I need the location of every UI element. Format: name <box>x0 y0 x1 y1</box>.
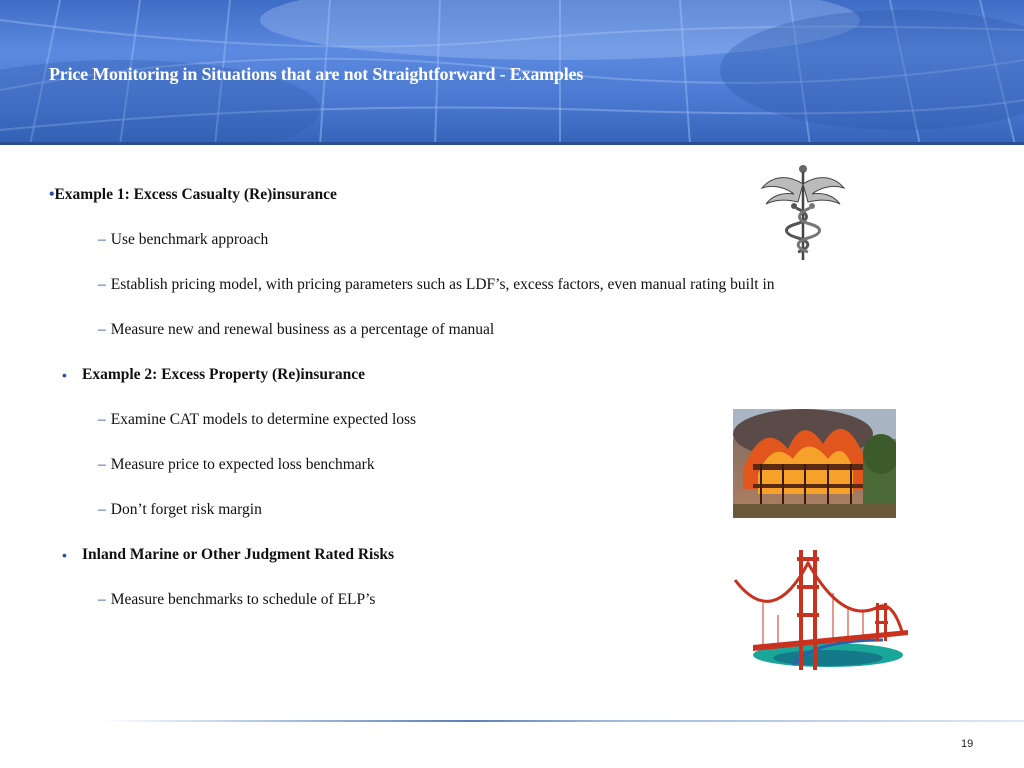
slide-header <box>0 0 1024 145</box>
bullet-marker: • <box>62 547 67 563</box>
golden-gate-bridge-clipart <box>733 545 908 675</box>
sub-bullet: – Use benchmark approach <box>98 231 269 248</box>
bullet-example-1: •Example 1: Excess Casualty (Re)insurance <box>49 186 337 203</box>
caduceus-icon <box>758 162 848 262</box>
sub-bullet: – Don’t forget risk margin <box>98 501 262 518</box>
footer-rule <box>100 720 1024 722</box>
bullet-marker: • <box>49 186 55 203</box>
burning-house-photo <box>733 409 896 518</box>
bullet-example-2: Example 2: Excess Property (Re)insurance <box>82 366 365 383</box>
sub-bullet: – Examine CAT models to determine expected loss <box>98 411 417 428</box>
page-number: 19 <box>961 738 974 750</box>
header-rule <box>0 142 1024 145</box>
sub-bullet: – Measure new and renewal business as a percentage of manual <box>98 321 495 338</box>
sub-bullet: – Measure price to expected loss benchmark <box>98 456 375 473</box>
sub-bullet: – Establish pricing model, with pricing parameters such as LDF’s, excess factors, even manual rating built in <box>98 276 775 293</box>
sub-bullet: – Measure benchmarks to schedule of ELP’s <box>98 591 376 608</box>
bullet-marker: • <box>62 367 67 383</box>
bullet-inland-marine: Inland Marine or Other Judgment Rated Risks <box>82 546 395 563</box>
slide-title: Price Monitoring in Situations that are not Straightforward - Examples <box>49 64 584 84</box>
